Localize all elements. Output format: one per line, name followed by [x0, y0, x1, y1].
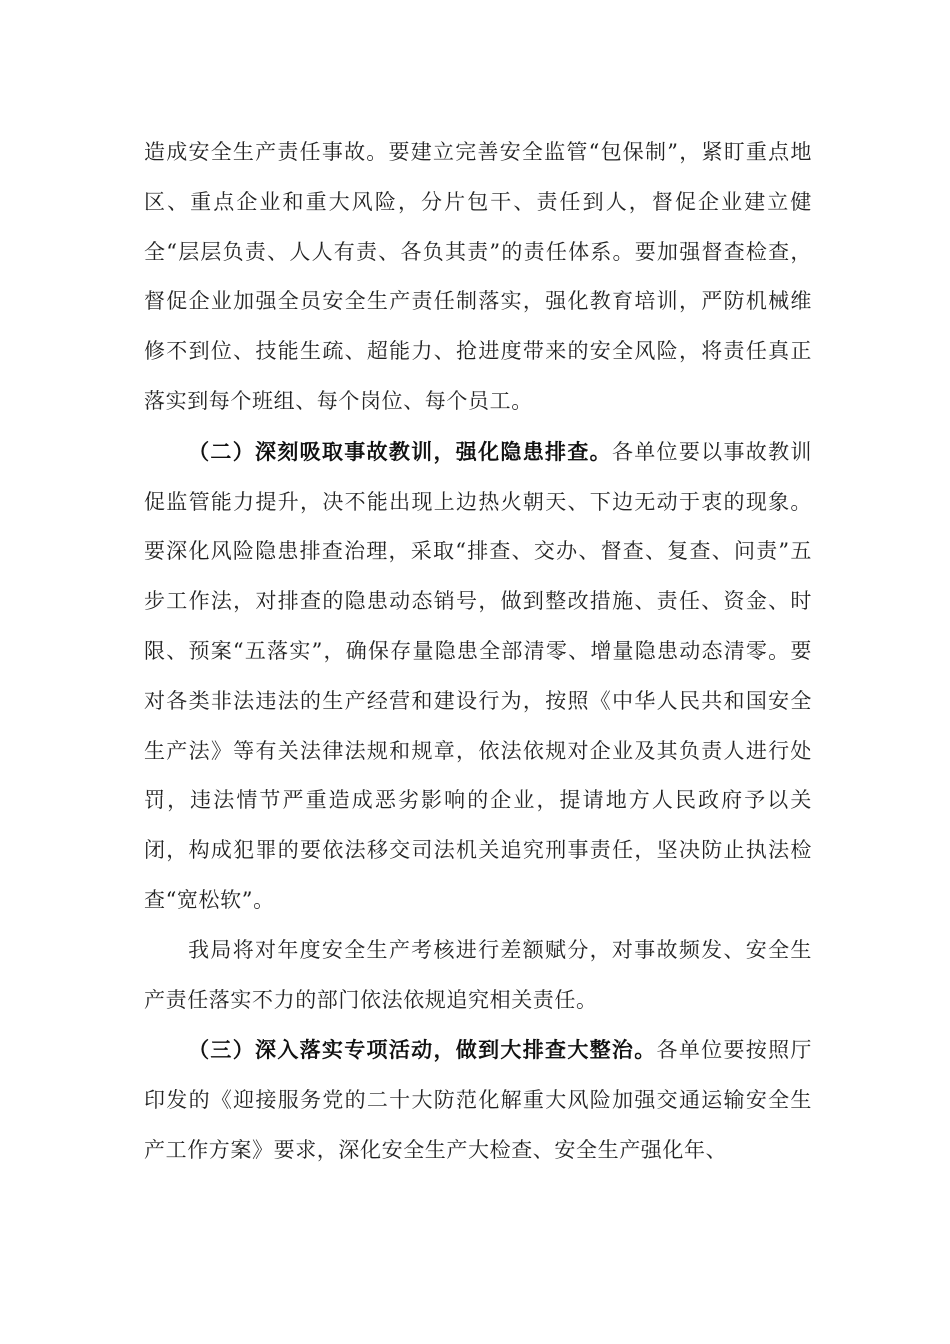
section-heading: （二）深刻吸取事故教训，强化隐患排查。: [188, 438, 612, 464]
paragraph-section-2: [144, 427, 812, 926]
paragraph-text: 各单位要以事故教训促监管能力提升，决不能出现上边热火朝天、下边无动于衷的现象。要深化风险隐患排查治理，采取“排查、交办、督查、复查、问责”五步工作法，对排查的隐患动态销号，做到整改措施、责任、资金、时限、预案“五落实”，确保存量隐患全部清零、增量隐患动态清零。要对各类非法违法的生产经营和建设行为，按照《中华人民共和国安全生产法》等有关法律法规和规章，依法依规对企业及其负责人进行处罚，违法情节严重造成恶劣影响的企业，提请地方人民政府予以关闭，构成犯罪的要依法移交司法机关追究刑事责任，坚决防止执法检查“宽松软”。: [144, 439, 812, 912]
paragraph-text: 我局将对年度安全生产考核进行差额赋分，对事故频发、安全生产责任落实不力的部门依法依规追究相关责任。: [144, 937, 812, 1012]
paragraph-text: 各单位要按照厅印发的《迎接服务党的二十大防范化解重大风险加强交通运输安全生产工作方案》要求，深化安全生产大检查、安全生产强化年、: [144, 1038, 812, 1162]
document-body: [144, 128, 812, 1176]
paragraph-assessment: [144, 926, 812, 1026]
paragraph-text: 造成安全生产责任事故。要建立完善安全监管“包保制”，紧盯重点地区、重点企业和重大风险，分片包干、责任到人，督促企业建立健全“层层负责、人人有责、各负其责”的责任体系。要加强督查检查，督促企业加强全员安全生产责任制落实，强化教育培训，严防机械维修不到位、技能生疏、超能力、抢进度带来的安全风险，将责任真正落实到每个班组、每个岗位、每个员工。: [144, 140, 812, 413]
section-heading: （三）深入落实专项活动，做到大排查大整治。: [188, 1037, 657, 1063]
paragraph-section-3: [144, 1025, 812, 1175]
paragraph-continuation: [144, 128, 812, 427]
